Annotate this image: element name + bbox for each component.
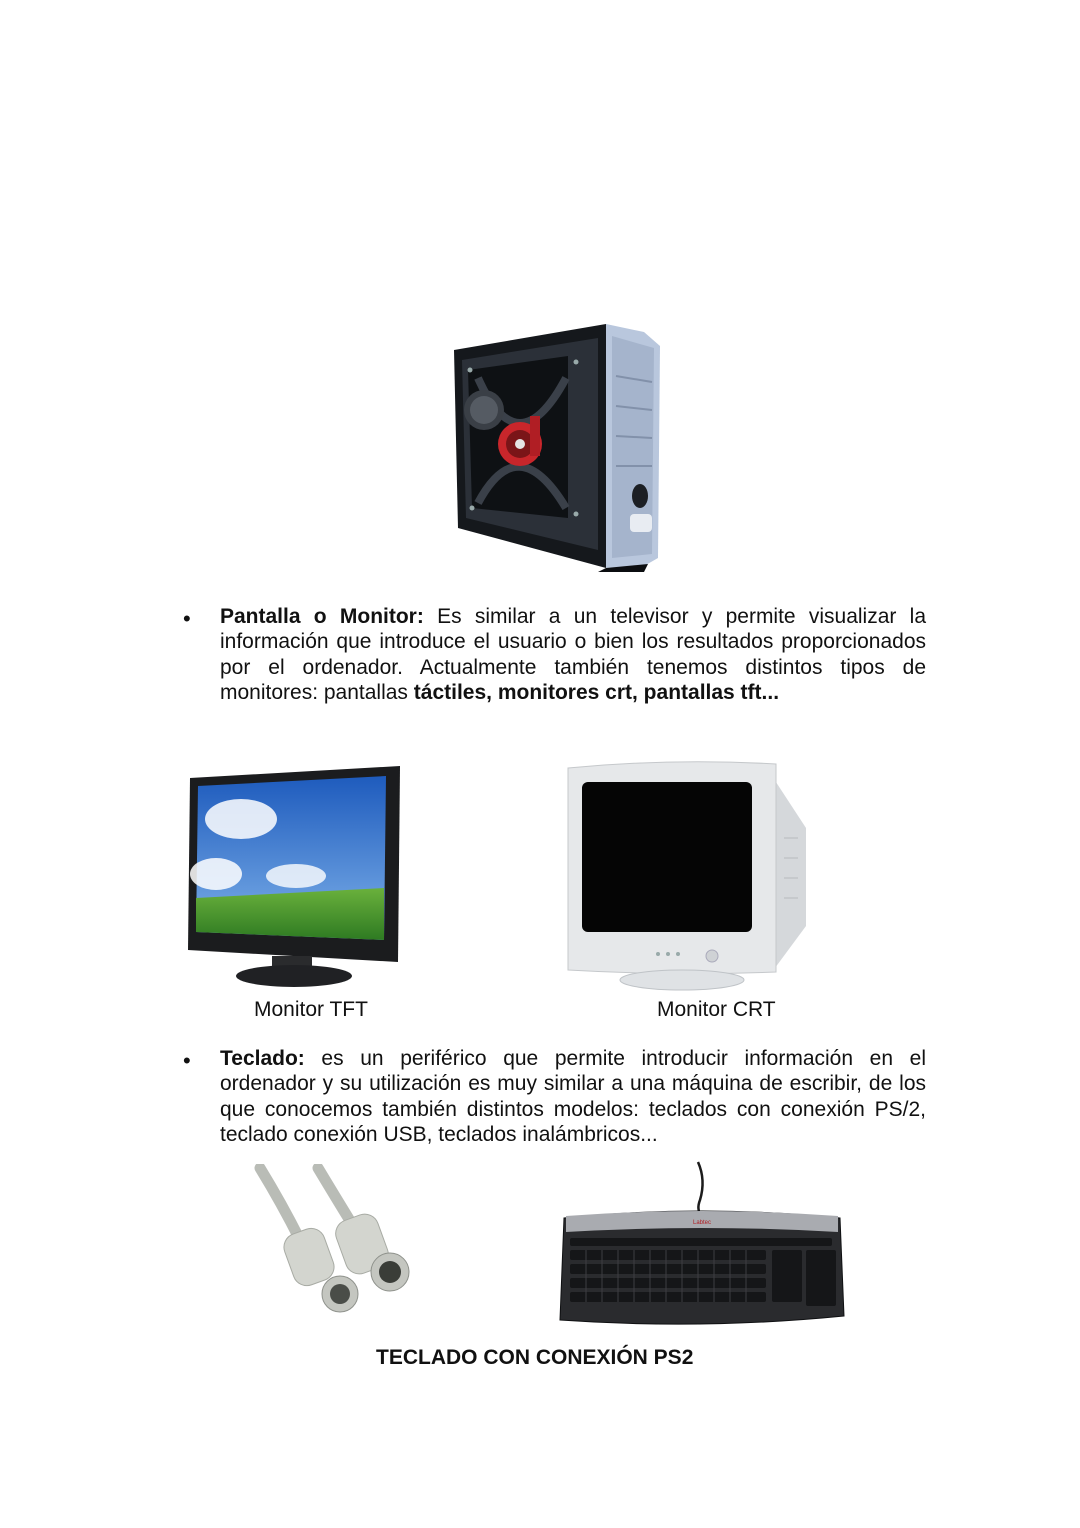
keyboard-text: es un periférico que permite introducir información en el ordenador y su utilización es muy similar a una máquina de escribir, de los que conocemos también distintos modelos: teclados con conexión PS/2, teclado conexión USB, teclados inalámbricos... (220, 1047, 926, 1146)
keyboard-paragraph (220, 1046, 926, 1147)
monitor-term: Pantalla o Monitor: (220, 605, 424, 628)
pc-tower-image (448, 318, 664, 572)
keyboard-image (556, 1160, 848, 1330)
monitor-text: Es similar a un televisor y permite visualizar la información que introduce el usuario o bien los resultados proporcionados por el ordenador. Actualmente también tenemos distintos tipos de monitores: pantallas (220, 605, 927, 704)
monitor-bullet: • (183, 606, 191, 631)
caption-crt: Monitor CRT (657, 998, 776, 1021)
tft-monitor-image (186, 764, 404, 992)
crt-monitor-image (562, 758, 812, 994)
monitor-types: táctiles, monitores crt, pantallas tft... (413, 680, 780, 704)
ps2-cable-image (252, 1164, 416, 1316)
monitor-paragraph (220, 604, 926, 705)
keyboard-bullet: • (183, 1048, 191, 1073)
keyboard-ps2-caption: TECLADO CON CONEXIÓN PS2 (376, 1346, 694, 1369)
caption-tft: Monitor TFT (254, 998, 368, 1021)
keyboard-term: Teclado: (220, 1047, 305, 1070)
keyboard-brand-logo: Labtec (692, 1220, 712, 1226)
